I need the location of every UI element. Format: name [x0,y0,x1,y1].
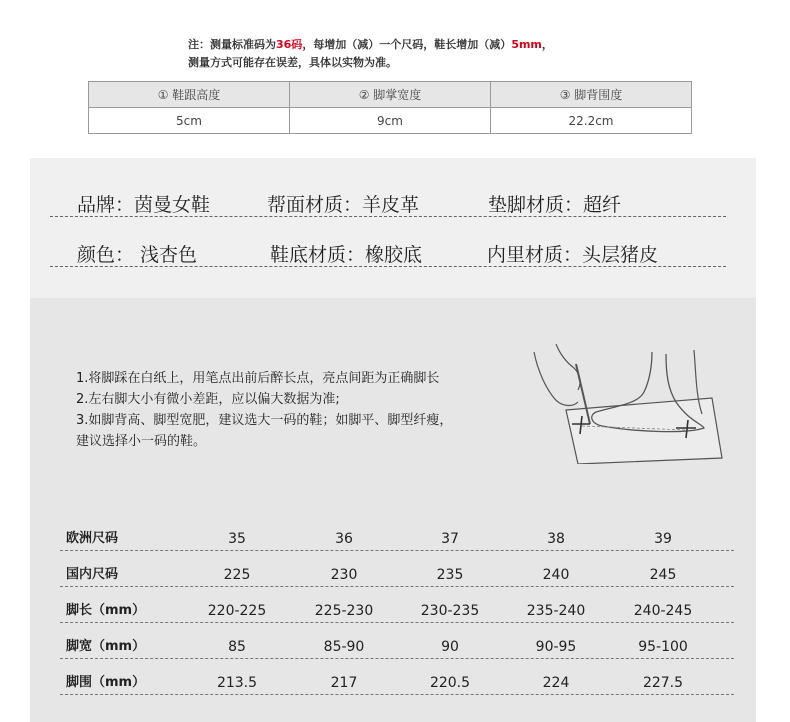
size-cell: 37 [441,531,459,547]
size-cell: 245 [649,567,677,583]
size-cell: 36 [335,531,353,547]
note-text: ， [541,38,553,51]
note-text: 注：测量标准码为 [188,38,276,51]
size-cell: 217 [330,675,358,691]
tip-1: 1.将脚踩在白纸上，用笔点出前后醉长点，亮点间距为正确脚长 [76,371,440,386]
size-row-label: 脚围（mm） [66,675,146,690]
tip-2: 2.左右脚大小有微小差距，应以偏大数据为准; [76,392,340,407]
size-row-foot-length [60,586,734,623]
foot-measure-icon [526,344,726,464]
size-cell: 90 [441,639,459,655]
size-cell: 225 [223,567,251,583]
heel-height-value: 5cm [89,108,290,134]
size-row-label: 欧洲尺码 [66,531,119,546]
product-attributes [30,158,756,298]
size-cell: 39 [654,531,672,547]
size-row-label: 脚宽（mm） [66,639,146,654]
size-cell: 38 [547,531,565,547]
size-cell: 90-95 [535,639,577,655]
note-standard-size: 36码 [276,38,303,51]
size-cell: 230-235 [420,603,480,619]
attr-sole-material: 鞋底材质：橡胶底 [270,244,423,266]
tip-3: 3.如脚背高、脚型宽肥，建议选大一码的鞋；如脚平、脚型纤瘦， [76,413,453,428]
size-guide-panel [30,158,756,722]
size-row-foot-width [60,622,734,659]
size-note-line-1 [188,36,553,54]
note-length-step: 5mm [511,38,542,51]
size-row-cn [60,550,734,587]
attr-upper-material: 帮面材质：羊皮革 [267,194,420,216]
size-note-line-2: 测量方式可能存在误差，具体以实物为准。 [188,56,397,69]
tip-3-cont: 建议选择小一码的鞋。 [76,434,207,449]
sole-width-header: ② 脚掌宽度 [290,82,491,108]
size-row-foot-girth [60,658,734,695]
size-cell: 85 [228,639,246,655]
size-row-eu [60,514,734,551]
size-cell: 225-230 [314,603,374,619]
size-cell: 220-225 [207,603,267,619]
size-cell: 35 [228,531,246,547]
size-cell: 235 [436,567,464,583]
size-cell: 95-100 [638,639,688,655]
size-row-label: 国内尺码 [66,567,119,582]
size-cell: 224 [542,675,570,691]
size-cell: 213.5 [216,675,258,691]
sole-width-value: 9cm [290,108,491,134]
attr-lining-material: 内里材质：头层猪皮 [487,244,659,266]
size-cell: 227.5 [642,675,684,691]
attribute-row-2 [50,216,726,267]
size-cell: 235-240 [526,603,586,619]
size-cell: 220.5 [429,675,471,691]
note-text: ，每增加（减）一个尺码，鞋长增加（减） [302,38,512,51]
shoe-measurement-table [88,81,692,134]
attribute-row-1 [50,166,726,217]
size-row-label: 脚长（mm） [66,603,146,618]
size-cell: 85-90 [323,639,365,655]
attr-color: 颜色： 浅杏色 [77,244,198,266]
measurement-header-row [89,82,692,108]
attr-brand: 品牌：茵曼女鞋 [77,194,211,216]
measuring-tips [76,368,452,452]
measurement-value-row [89,108,692,134]
size-cell: 240-245 [633,603,693,619]
instep-girth-header: ③ 脚背围度 [491,82,692,108]
heel-height-header: ① 鞋跟高度 [89,82,290,108]
attr-insole-material: 垫脚材质：超纤 [488,194,622,216]
size-cell: 240 [542,567,570,583]
size-note [188,36,553,72]
instep-girth-value: 22.2cm [491,108,692,134]
size-cell: 230 [330,567,358,583]
